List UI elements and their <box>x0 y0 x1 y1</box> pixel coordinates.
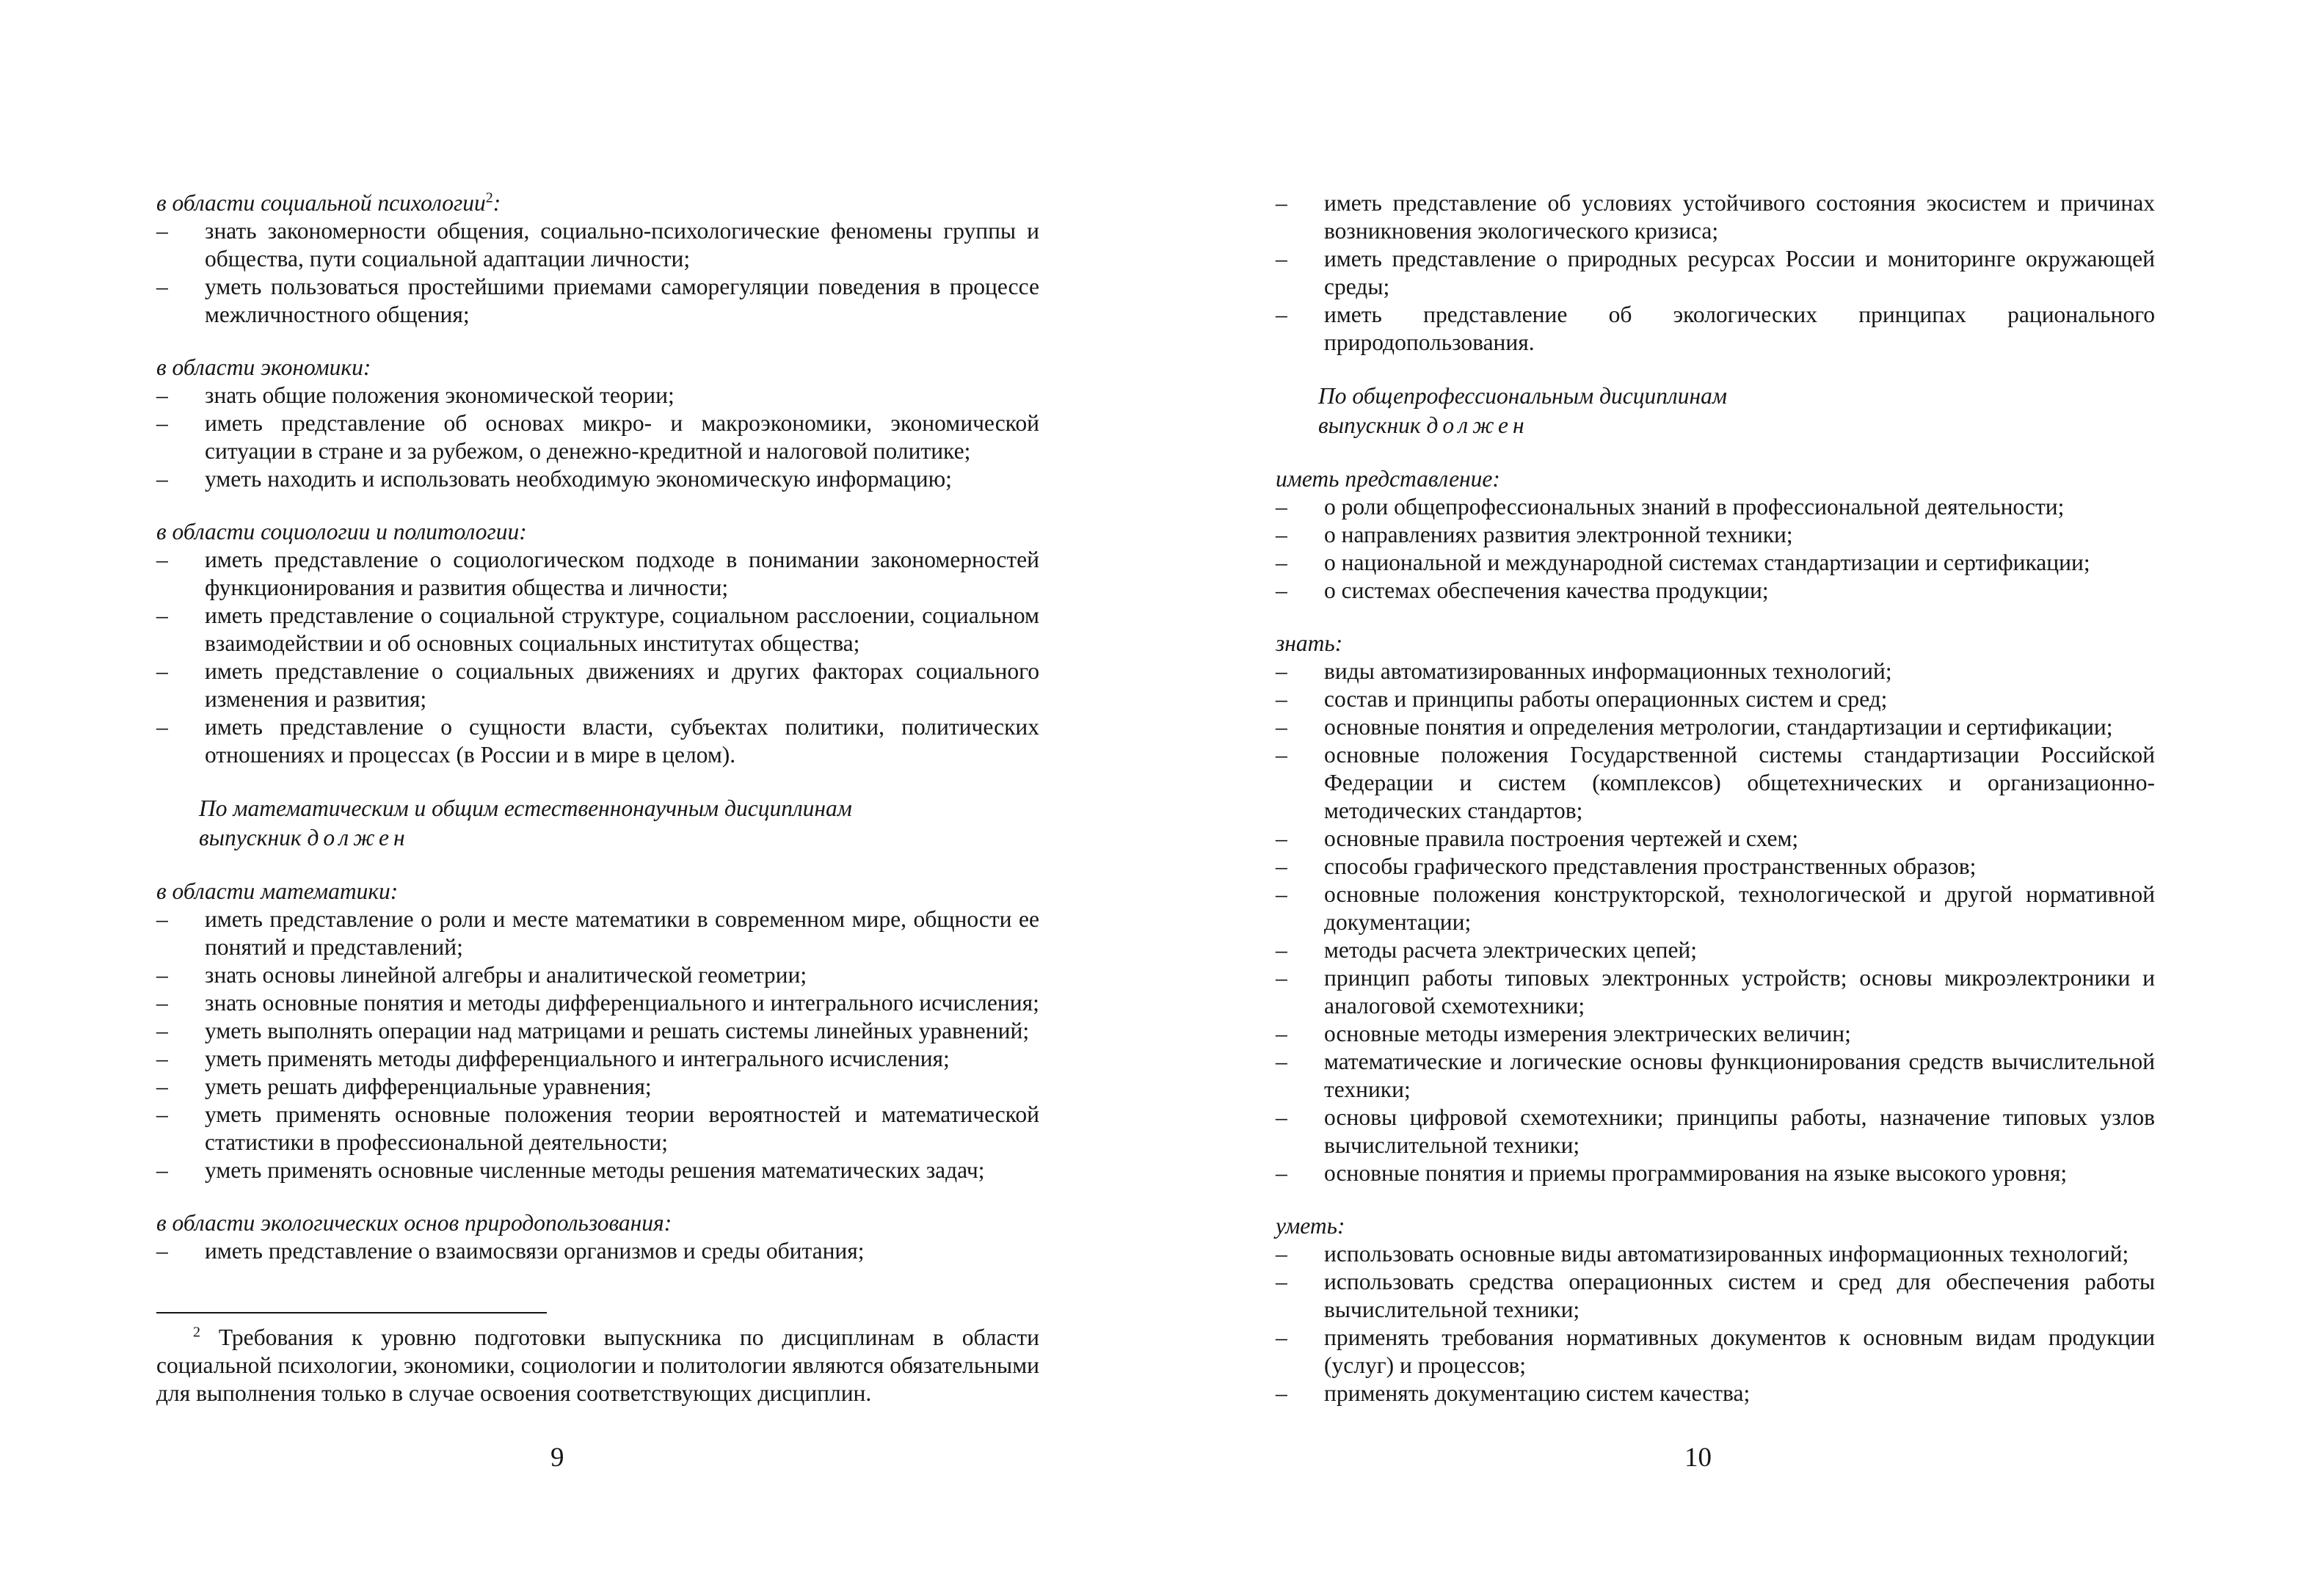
dash-marker: – <box>1276 522 1287 547</box>
heading-have-idea: иметь представление: <box>1276 466 1500 492</box>
heading-economics: в области экономики: <box>156 354 371 380</box>
dash-marker: – <box>156 1101 168 1127</box>
list-item: – уметь пользоваться простейшими приемами саморегуляции поведения в процессе межличностного общения; <box>156 274 1039 327</box>
list-item: – использовать средства операционных систем и сред для обеспечения работы вычислительной техники; <box>1276 1269 2155 1322</box>
footnote <box>156 1324 1039 1407</box>
dash-marker: – <box>1276 1380 1287 1406</box>
dash-marker: – <box>1276 577 1287 603</box>
list-item: – основные положения Государственной системы стандартизации Российской Федерации и систем (комплексов) общетехнических и организационно-методических стандартов; <box>1276 742 2155 823</box>
list-item: – о роли общепрофессиональных знаний в профессиональной деятельности; <box>1276 494 2065 520</box>
list-item: – иметь представление о природных ресурсах России и мониторинге окружающей среды; <box>1276 246 2155 299</box>
dash-marker: – <box>156 382 168 408</box>
dash-marker: – <box>1276 494 1287 520</box>
list-item: – виды автоматизированных информационных технологий; <box>1276 658 1892 684</box>
list-item: – принцип работы типовых электронных устройств; основы микроэлектроники и аналоговой схемотехники; <box>1276 965 2155 1019</box>
heading-be-able: уметь: <box>1276 1213 1345 1239</box>
dash-marker: – <box>1276 246 1287 272</box>
list-item: – иметь представление о социальной структуре, социальном расслоении, социальном взаимодействии и об основных социальных институтах общества; <box>156 602 1039 656</box>
footnote-text: Требования к уровню подготовки выпускника по дисциплинам в области социальной психологии, экономики, социологии и политологии являются обязательными для выполнения только в случае освоения соответствующих дисциплин. <box>156 1324 1039 1406</box>
right-page <box>1156 0 2312 1596</box>
dash-marker: – <box>156 466 168 492</box>
dash-marker: – <box>156 962 168 988</box>
list-item: – использовать основные виды автоматизированных информационных технологий; <box>1276 1241 2129 1267</box>
list-item: – иметь представление об основах микро- и макроэкономики, экономической ситуации в стране и за рубежом, о денежно-кредитной и налоговой политике; <box>156 410 1039 464</box>
dash-marker: – <box>1276 686 1287 712</box>
list-know <box>1276 657 2155 1187</box>
list-item: – уметь применять основные положения теории вероятностей и математической статистики в профессиональной деятельности; <box>156 1101 1039 1155</box>
dash-marker: – <box>1276 965 1287 991</box>
heading-sociology-politology: в области социологии и политологии: <box>156 519 527 544</box>
dash-marker: – <box>1276 190 1287 216</box>
list-item: – иметь представление о социологическом подходе в понимании закономерностей функционирования и развития общества и личности; <box>156 547 1039 600</box>
list-item: – иметь представление о роли и месте математики в современном мире, общности ее понятий и представлений; <box>156 906 1039 960</box>
list-item: – иметь представление о сущности власти, субъектах политики, политических отношениях и процессах (в России и в мире в целом). <box>156 714 1039 768</box>
list-have-idea <box>1276 493 2155 605</box>
dash-marker: – <box>1276 1160 1287 1186</box>
list-economics <box>156 382 1039 493</box>
dash-marker: – <box>1276 1049 1287 1074</box>
list-item: – математические и логические основы функционирования средств вычислительной техники; <box>1276 1049 2155 1102</box>
list-item: – основные правила построения чертежей и схем; <box>1276 826 1799 851</box>
block-title-math-natural-sciences: По математическим и общим естественнонаучным дисциплинам выпускник должен <box>199 795 852 850</box>
dash-marker: – <box>156 658 168 684</box>
list-item: – основные положения конструкторской, технологической и другой нормативной документации; <box>1276 881 2155 935</box>
dash-marker: – <box>1276 1241 1287 1267</box>
dash-marker: – <box>1276 302 1287 327</box>
list-item: – способы графического представления пространственных образов; <box>1276 853 1977 879</box>
dash-marker: – <box>1276 1324 1287 1350</box>
list-social-psychology <box>156 217 1039 329</box>
dash-marker: – <box>1276 826 1287 851</box>
dash-marker: – <box>156 274 168 299</box>
dash-marker: – <box>1276 853 1287 879</box>
dash-marker: – <box>156 410 168 436</box>
heading-mathematics: в области математики: <box>156 878 399 904</box>
page-number-right: 10 <box>1684 1443 1712 1473</box>
list-item: – применять требования нормативных документов к основным видам продукции (услуг) и процессов; <box>1276 1324 2155 1378</box>
list-item: – иметь представление о взаимосвязи организмов и среды обитания; <box>156 1238 865 1264</box>
list-item: – уметь применять методы дифференциального и интегрального исчисления; <box>156 1046 950 1071</box>
list-be-able <box>1276 1240 2155 1407</box>
list-item: – состав и принципы работы операционных систем и сред; <box>1276 686 1888 712</box>
dash-marker: – <box>156 547 168 572</box>
dash-marker: – <box>156 1074 168 1099</box>
dash-marker: – <box>156 1046 168 1071</box>
list-item: – применять документацию систем качества; <box>1276 1380 1751 1406</box>
dash-marker: – <box>1276 881 1287 907</box>
dash-marker: – <box>156 602 168 628</box>
dash-marker: – <box>1276 937 1287 963</box>
dash-marker: – <box>156 1238 168 1264</box>
right-text-column <box>1276 189 2155 1407</box>
footnote-divider <box>156 1312 547 1313</box>
page-number-left: 9 <box>550 1443 564 1473</box>
list-item: – уметь применять основные численные методы решения математических задач; <box>156 1157 985 1183</box>
block-title-general-professional: По общепрофессиональным дисциплинам выпускник должен <box>1318 383 1728 438</box>
dash-marker: – <box>156 906 168 932</box>
dash-marker: – <box>1276 1104 1287 1130</box>
list-item: – знать основные понятия и методы дифференциального и интегрального исчисления; <box>156 990 1039 1016</box>
dash-marker: – <box>156 1018 168 1043</box>
list-item: – иметь представление об условиях устойчивого состояния экосистем и причинах возникновения экологического кризиса; <box>1276 190 2155 244</box>
dash-marker: – <box>1276 658 1287 684</box>
heading-know: знать: <box>1276 630 1343 656</box>
dash-marker: – <box>156 218 168 244</box>
heading-ecology: в области экологических основ природопользования: <box>156 1210 672 1236</box>
list-item: – знать общие положения экономической теории; <box>156 382 675 408</box>
left-text-column <box>156 189 1039 1265</box>
list-item: – основные понятия и приемы программирования на языке высокого уровня; <box>1276 1160 2068 1186</box>
heading-social-psychology: в области социальной психологии$^2$: <box>156 189 501 216</box>
list-item: – о направлениях развития электронной техники; <box>1276 522 1793 547</box>
dash-marker: – <box>1276 714 1287 740</box>
list-mathematics <box>156 906 1039 1184</box>
list-item: – методы расчета электрических цепей; <box>1276 937 1698 963</box>
dash-marker: – <box>156 990 168 1016</box>
footnote-reference: 2 <box>485 189 493 206</box>
list-item: – знать закономерности общения, социально-психологические феномены группы и общества, пути социальной адаптации личности; <box>156 218 1039 272</box>
dash-marker: – <box>156 1157 168 1183</box>
list-sociology-politology <box>156 546 1039 769</box>
list-item: – основные понятия и определения метрологии, стандартизации и сертификации; <box>1276 714 2113 740</box>
dash-marker: – <box>156 714 168 740</box>
list-item: – иметь представление о социальных движениях и других факторах социального изменения и развития; <box>156 658 1039 712</box>
list-item: – уметь находить и использовать необходимую экономическую информацию; <box>156 466 952 492</box>
footnote-mark: 2 <box>193 1324 200 1341</box>
dash-marker: – <box>1276 550 1287 575</box>
list-item: – уметь решать дифференциальные уравнения; <box>156 1074 652 1099</box>
list-item: – о национальной и международной системах стандартизации и сертификации; <box>1276 550 2090 575</box>
list-item: – основные методы измерения электрических величин; <box>1276 1021 1851 1046</box>
list-item: – знать основы линейной алгебры и аналитической геометрии; <box>156 962 807 988</box>
list-item: – иметь представление об экологических принципах рационального природопользования. <box>1276 302 2155 355</box>
list-item: – основы цифровой схемотехники; принципы работы, назначение типовых узлов вычислительной техники; <box>1276 1104 2155 1158</box>
dash-marker: – <box>1276 742 1287 768</box>
dash-marker: – <box>1276 1021 1287 1046</box>
list-ecology <box>156 1237 1039 1265</box>
list-item: – о системах обеспечения качества продукции; <box>1276 577 1769 603</box>
list-item: – уметь выполнять операции над матрицами и решать системы линейных уравнений; <box>156 1018 1030 1043</box>
list-ecology-continued <box>1276 189 2155 357</box>
dash-marker: – <box>1276 1269 1287 1294</box>
